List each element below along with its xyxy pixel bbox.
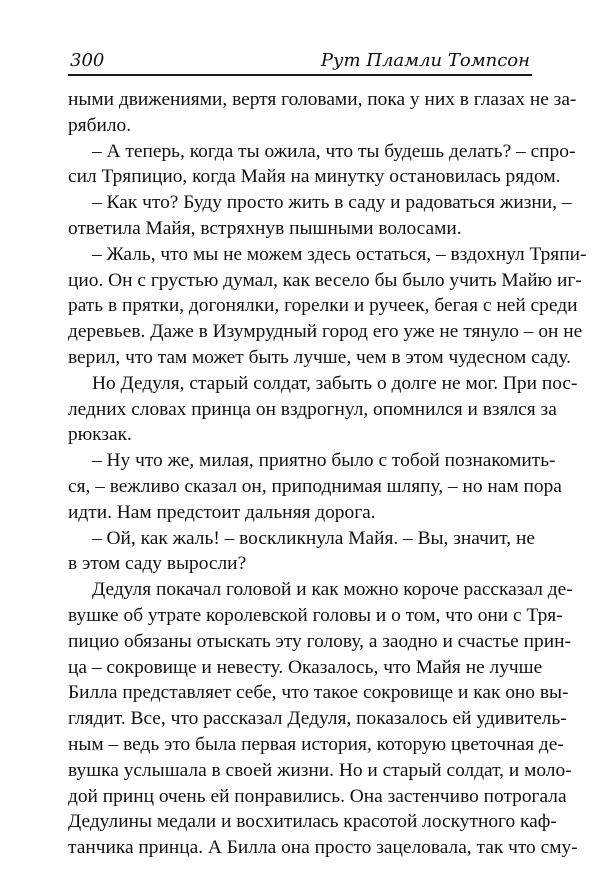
text-line: ледних словах принца он вздрогнул, опомнился и взялся за: [68, 398, 557, 420]
text-line: верил, что там может быть лучше, чем в этом чудесном саду.: [68, 346, 571, 368]
text-line: вушка услышала в своей жизни. Но и старый солдат, и моло-: [68, 759, 572, 781]
text-line: ся, – вежливо сказал он, приподнимая шляпу, – но нам пора: [68, 475, 562, 497]
text-line: в этом саду выросли?: [68, 553, 247, 575]
text-line: ными движениями, вертя головами, пока у них в глазах не за-: [68, 89, 577, 110]
text-line: танчика принца. А Билла она просто зацеловала, так что сму-: [68, 837, 578, 859]
text-line: рябило.: [68, 114, 132, 136]
text-line: Дедулины медали и восхитилась красотой лоскутного каф-: [68, 811, 557, 833]
text-line: – Жаль, что мы не можем здесь остаться, – вздохнул Тряпи-: [92, 243, 587, 265]
text-line: Дедуля покачал головой и как можно короче рассказал де-: [92, 579, 573, 601]
text-line: идти. Нам предстоит дальняя дорога.: [68, 501, 376, 523]
text-line: ответила Майя, встряхнув пышными волосами.: [68, 217, 462, 239]
page-number: 300: [70, 50, 105, 71]
text-line: цио. Он с грустью думал, как весело бы было учить Майю иг-: [68, 269, 582, 291]
text-line: глядит. Все, что рассказал Дедуля, показалось ей удивитель-: [68, 708, 567, 730]
text-line: вушке об утрате королевской головы и о том, что они с Тря-: [68, 604, 563, 626]
text-line: – Ой, как жаль! – воскликнула Майя. – Вы, значит, не: [92, 527, 535, 549]
text-line: – Ну что же, милая, приятно было с тобой познакомить-: [92, 450, 556, 472]
body-text: [68, 87, 587, 861]
text-line: сил Тряпицио, когда Майя на минутку остановилась рядом.: [68, 166, 561, 188]
text-line: дой принц очень ей понравились. Она застенчиво потрогала: [68, 785, 567, 807]
running-header: [68, 40, 532, 76]
text-line: рюкзак.: [68, 424, 132, 446]
text-line: Но Дедуля, старый солдат, забыть о долге не мог. При пос-: [92, 372, 578, 394]
text-line: рать в прятки, догонялки, горелки и ручеек, бегая с ней среди: [68, 295, 578, 317]
text-line: ным – ведь это была первая история, которую цветочная де-: [68, 733, 564, 755]
text-line: пицио обязаны отыскать эту голову, а заодно и счастье прин-: [68, 630, 571, 652]
text-line: деревьев. Даже в Изумрудный город его уже не тянуло – он не: [68, 321, 583, 343]
text-line: – А теперь, когда ты ожила, что ты будешь делать? – спро-: [92, 140, 576, 162]
text-line: ца – сокровище и невесту. Оказалось, что Майя не лучше: [68, 656, 543, 678]
running-title: Рут Пламли Томпсон: [320, 50, 530, 71]
text-line: – Как что? Буду просто жить в саду и радоваться жизни, –: [92, 192, 572, 214]
text-line: Билла представляет себе, что такое сокровище и как оно вы-: [68, 682, 569, 704]
